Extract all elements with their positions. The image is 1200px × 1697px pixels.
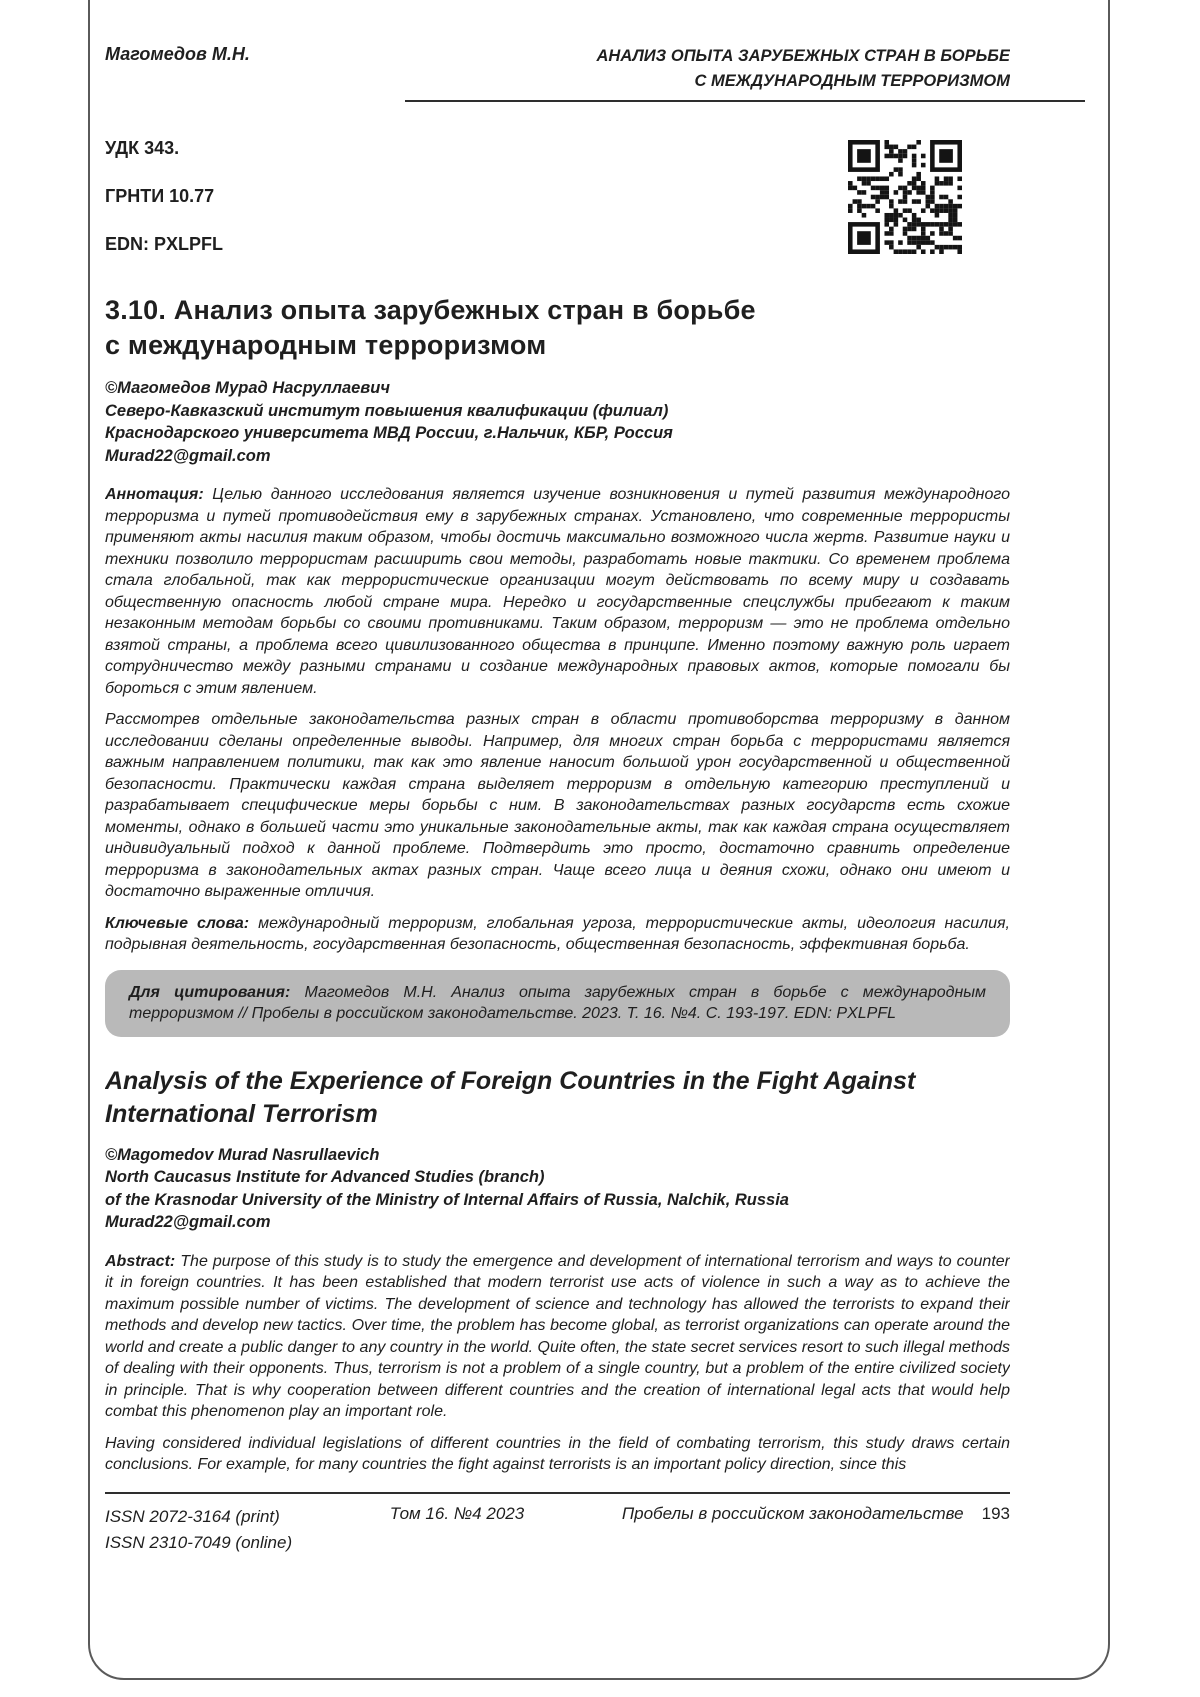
- abstract-ru-paragraph-1: [105, 484, 1010, 699]
- author-name-ru: ©Магомедов Мурад Насруллаевич: [105, 379, 390, 398]
- keywords-ru-text: международный терроризм, глобальная угроза, террористические акты, идеология насилия, подрывная деятельность, государственная безопасность, общественная безопасность, эффективная борьба.: [105, 914, 1010, 954]
- authors-block-ru: [105, 377, 1010, 467]
- footer-journal-name: Пробелы в российском законодательстве: [621, 1504, 964, 1523]
- author-email-ru: Murad22@gmail.com: [105, 446, 271, 465]
- udk-code: УДК 343.: [105, 137, 180, 158]
- author-name-en: ©Magomedov Murad Nasrullaevich: [105, 1145, 380, 1164]
- affiliation-en-line2: of the Krasnodar University of the Ministry of Internal Affairs of Russia, Nalchik, Russia: [105, 1190, 789, 1209]
- article-title-ru-line1: 3.10. Анализ опыта зарубежных стран в борьбе: [105, 294, 756, 325]
- header-rule: [405, 100, 1085, 102]
- running-head-title: [597, 44, 1010, 94]
- affiliation-en-line1: North Caucasus Institute for Advanced Studies (branch): [105, 1168, 545, 1187]
- abstract-ru-paragraph-2: [105, 709, 1010, 903]
- footer-page-number: 193: [981, 1504, 1010, 1523]
- keywords-ru: [105, 913, 1010, 956]
- abstract-en-text-2: Having considered individual legislations of different countries in the field of combating terrorism, this study draws certain conclusions. For example, for many countries the fight against terrorists is an important policy direction, since this: [105, 1434, 1010, 1474]
- article-title-ru: [105, 293, 1010, 365]
- running-head-title-line2: С МЕЖДУНАРОДНЫМ ТЕРРОРИЗМОМ: [694, 71, 1010, 90]
- footer-journal-block: [622, 1504, 1010, 1524]
- citation-text: Магомедов М.Н. Анализ опыта зарубежных стран в борьбе с международным терроризмом // Пробелы в российском законодательстве. 2023. Т. 16. №4. С. 193-197. EDN: PXLPFL: [129, 983, 987, 1023]
- running-header: [105, 0, 1010, 94]
- issn-print: ISSN 2072-3164 (print): [105, 1507, 280, 1526]
- affiliation-ru-line1: Северо-Кавказский институт повышения квалификации (филиал): [105, 401, 669, 420]
- abstract-ru-label: Аннотация:: [105, 486, 204, 504]
- abstract-en-text-1: The purpose of this study is to study the emergence and development of international terrorism and ways to counter it in foreign countries. It has been established that modern terrorist use acts of violence in such a way as to achieve the maximum possible number of victims. The development of science and technology has allowed the terrorists to expand their methods and develop new tactics. Over time, the problem has become global, as terrorist organizations can operate around the world and create a public danger to any country in the world. Quite often, the state secret services resort to such illegal methods of dealing with their opponents. Thus, terrorism is not a problem of a single country, but a problem of the entire civilized society in principle. That is why cooperation between different countries and the creation of international legal acts that would help combat this phenomenon play an important role.: [105, 1252, 1010, 1421]
- page-footer: [100, 1490, 1020, 1620]
- affiliation-ru-line2: Краснодарского университета МВД России, г.Нальчик, КБР, Россия: [105, 424, 673, 443]
- footer-rule: [105, 1492, 1010, 1494]
- keywords-ru-label: Ключевые слова:: [105, 914, 250, 932]
- citation-box: [105, 970, 1010, 1037]
- footer-columns: [105, 1504, 1010, 1556]
- citation-paragraph: [129, 982, 986, 1025]
- author-email-en: Murad22@gmail.com: [105, 1213, 271, 1232]
- issn-online: ISSN 2310-7049 (online): [105, 1533, 293, 1552]
- abstract-en-paragraph-2: [105, 1433, 1010, 1476]
- abstract-ru-text-2: Рассмотрев отдельные законодательства разных стран в области противоборства терроризму в данном исследовании сделаны определенные выводы. Например, для многих стран борьба с террористами является важным направлением политики, так как это явление наносит большой урон государственной и общественной безопасности. Практически каждая страна выделяет терроризм в отдельную категорию преступлений и разрабатывает специфические меры борьбы с ним. В законодательствах разных государств есть схожие моменты, однако в большей части это уникальные законодательные акты, так как каждая страна осуществляет индивидуальный подход к данной проблеме. Подтвердить это просто, достаточно сравнить определение терроризма в законодательных актах разных стран. Чаще всего лица и деяния схожи, однако они имеют и достаточно выраженные отличия.: [105, 711, 1010, 901]
- article-title-ru-line2: с международным терроризмом: [105, 330, 547, 361]
- abstract-en-paragraph-1: [105, 1251, 1010, 1423]
- grnti-code: ГРНТИ 10.77: [105, 185, 215, 206]
- abstract-en-label: Abstract:: [105, 1252, 176, 1270]
- issn-block: [105, 1504, 292, 1556]
- running-head-title-line1: АНАЛИЗ ОПЫТА ЗАРУБЕЖНЫХ СТРАН В БОРЬБЕ: [596, 47, 1010, 65]
- edn-code: EDN: PXLPFL: [105, 233, 224, 254]
- article-title-en: Analysis of the Experience of Foreign Countries in the Fight Against International Terrorism: [105, 1066, 916, 1128]
- qr-code: [848, 140, 962, 254]
- running-head-author: Магомедов М.Н.: [105, 44, 250, 64]
- footer-volume: Том 16. №4 2023: [389, 1504, 525, 1523]
- abstract-ru-text-1: Целью данного исследования является изучение возникновения и путей развития международного терроризма и путей противодействия ему в зарубежных странах. Установлено, что современные террористы применяют акты насилия таким образом, чтобы достичь максимально возможного числа жертв. Развитие науки и техники позволило террористам расширить свои методы, разработать новые тактики. Со временем проблема стала глобальной, так как террористические организации могут действовать по всему миру и создавать общественную опасность любой стране мира. Нередко и государственные спецслужбы прибегают к таким незаконным методам борьбы со своими противниками. Таким образом, терроризм — это не проблема отдельно взятой страны, а проблема всего цивилизованного общества в принципе. Именно поэтому важную роль играет сотрудничество между разными странами и создание международных правовых актов, которые помогали бы бороться с этим явлением.: [105, 486, 1010, 697]
- citation-label: Для цитирования:: [129, 983, 291, 1001]
- authors-block-en: [105, 1144, 1010, 1234]
